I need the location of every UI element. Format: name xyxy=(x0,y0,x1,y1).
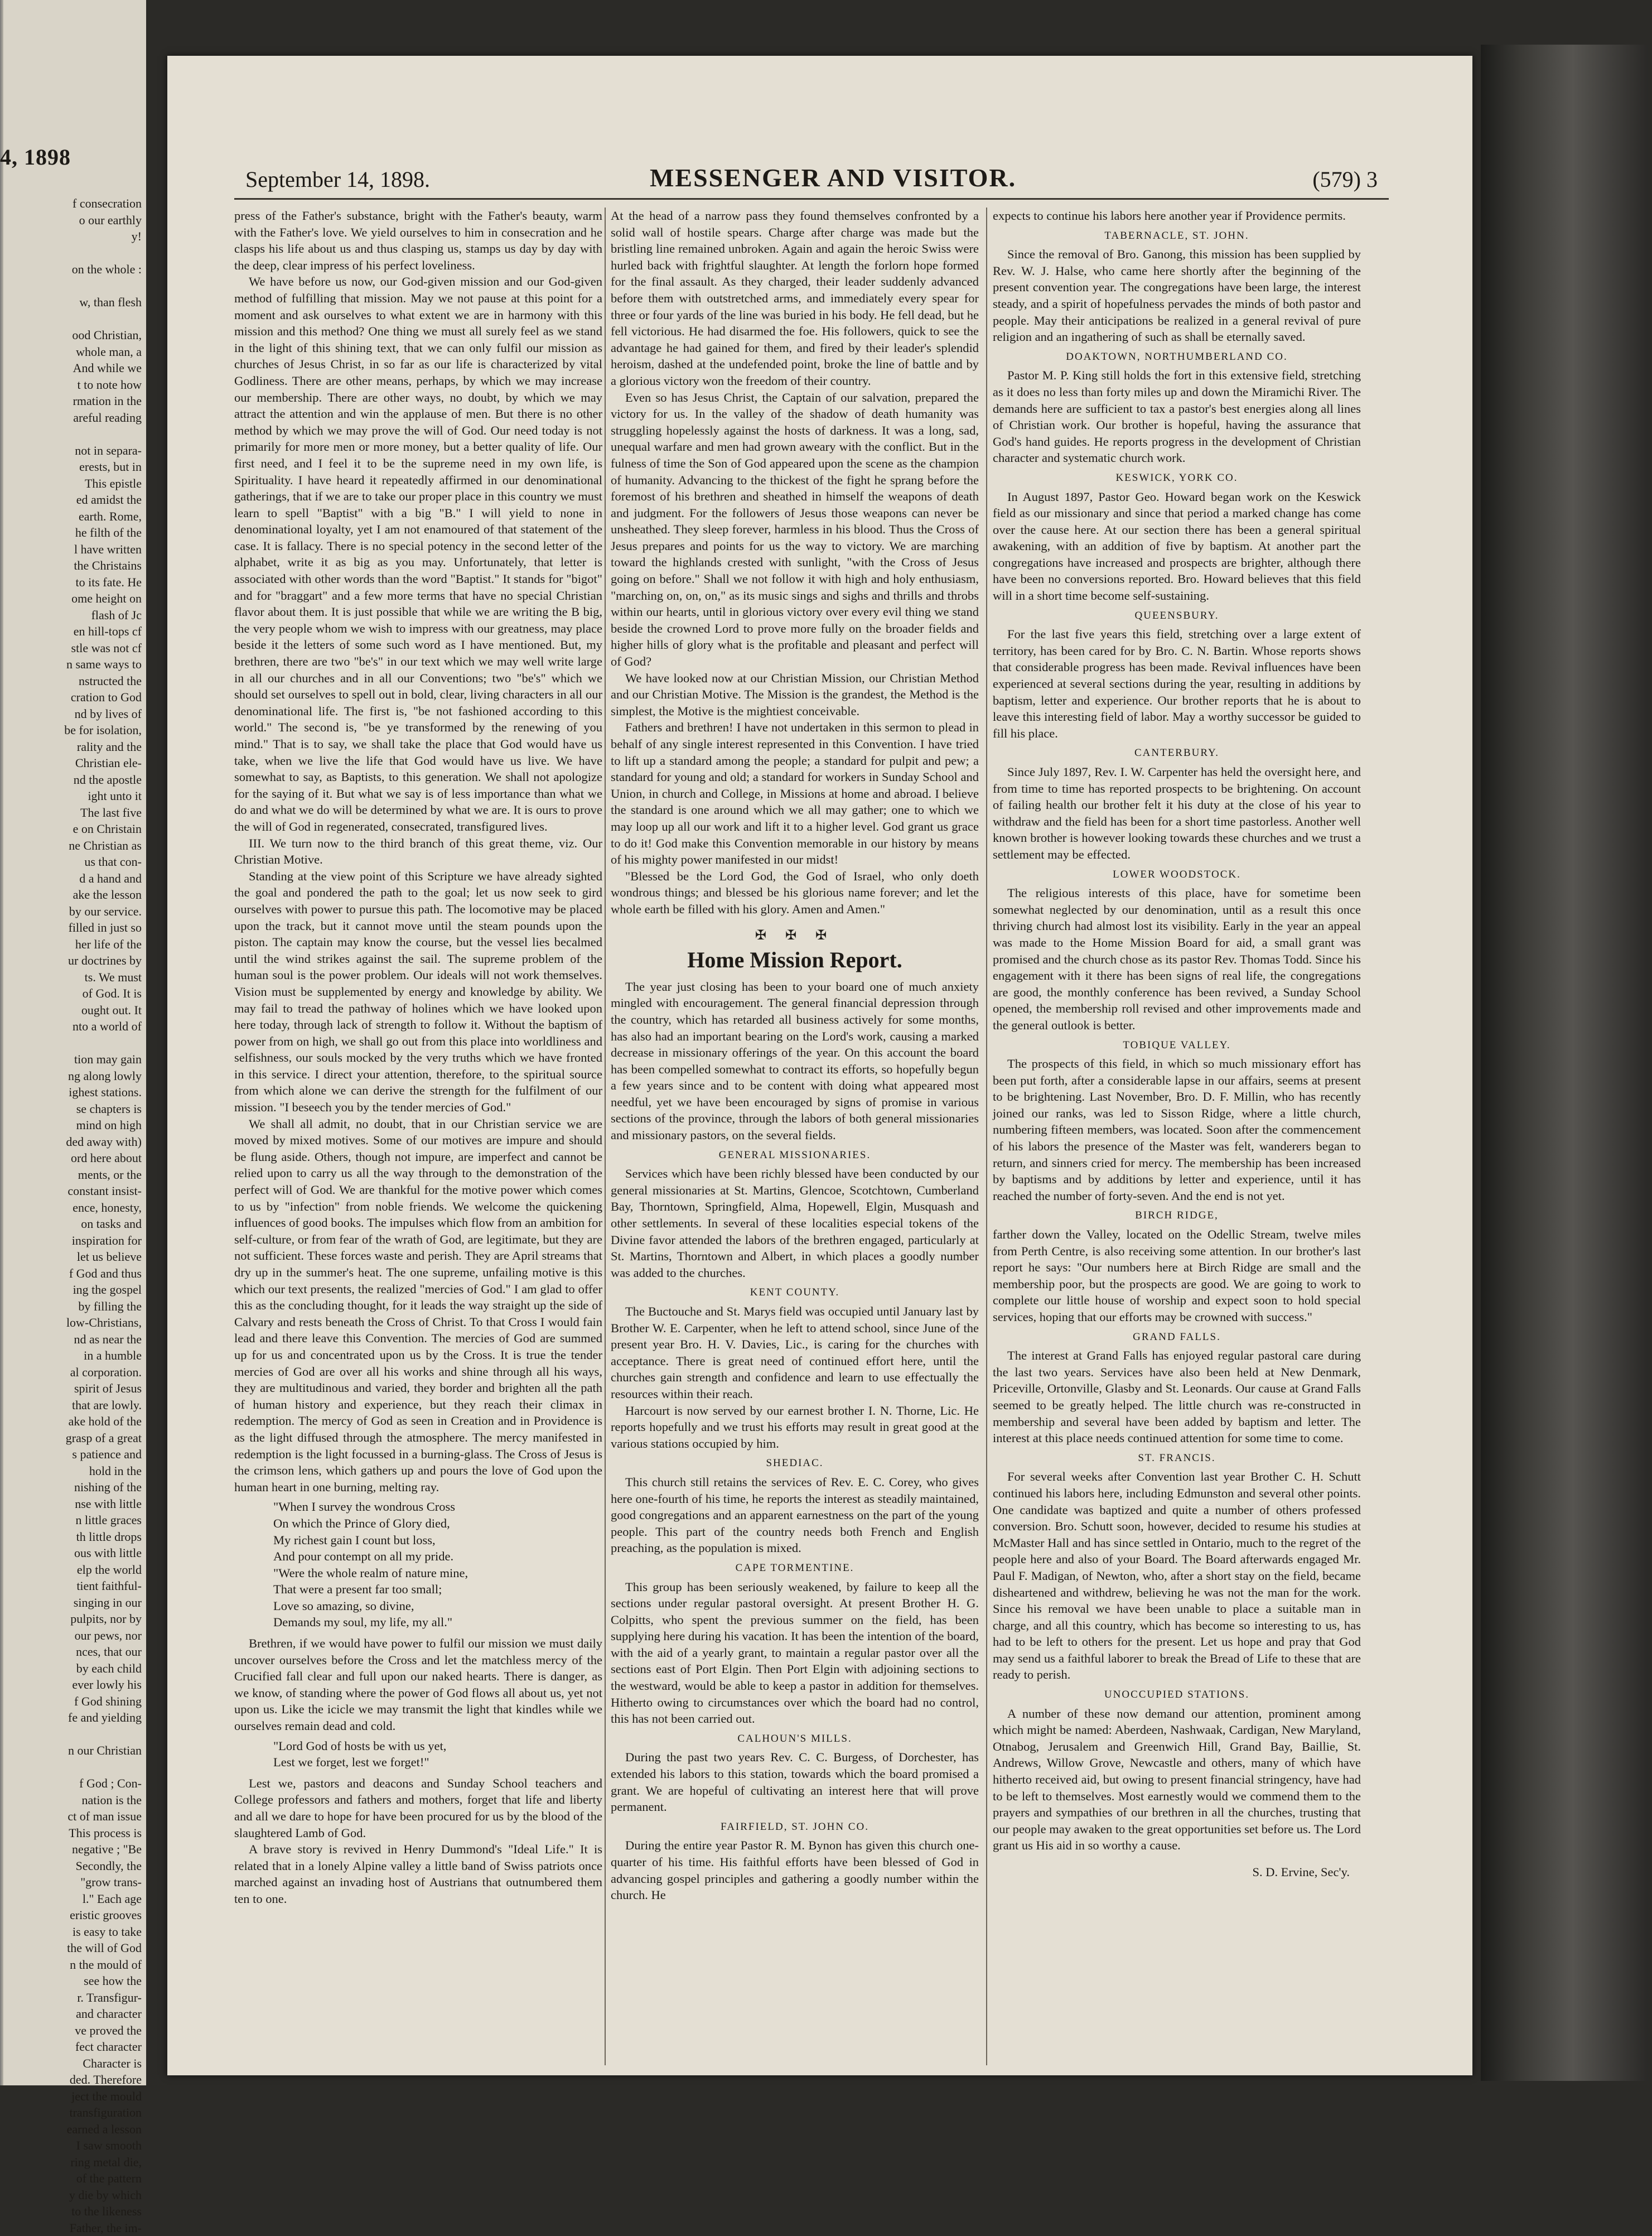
subheading: ST. FRANCIS. xyxy=(1138,1452,1216,1464)
section-title: Home Mission Report. xyxy=(687,947,902,973)
subheading: BIRCH RIDGE, xyxy=(1135,1209,1219,1222)
paragraph: The prospects of this field, in which so much missionary effort has been put forth, after a considerable lapse in our affairs, seems at present to be brightening. Last November, Bro. D. F. Millin, who has recently joined our ranks, was led to Sisson Ridge, where a little church, numbering fifteen members, was located. Soon after the commencement of his labors the presence of the Master was felt, wanderers began to return, and sinners cried for mercy. The membership has been increased by baptisms and by additions by letter and experience, until it has reached the number of forty-seven. And the end is not yet. xyxy=(993,1057,1361,1203)
subheading: CAPE TORMENTINE. xyxy=(735,1562,854,1574)
subheading: QUEENSBURY. xyxy=(1134,609,1219,621)
adjacent-page-text: f consecration o our earthly y! on the whole : w, than flesh ood Christian, whole man, a And while we t to note how rmation in the areful reading not in separa- erests, but in This epistle ed amidst the earth. Rome, he filth of the l have written the Christains to its fate. He ome height on flash of Jc en hill-tops cf stle was not cf n same ways to nstructed the cration to God nd by lives of be for isolation, rality and the Christian ele- nd the apostle ight unto it The last five e on Christain ne Christian as us that con- d a hand and ake the lesson by our service. filled in just so her life of the ur doctrines by ts. We must of God. It is ought out. It nto a world of tion may gain ng along lowly ighest stations. se chapters is mind on high ded away with) ord here about ments, or the constant insist- ence, honesty, on tasks and inspiration for let us believe f God and thus ing the gospel by filling the low-Christians, nd as near the in a humble al corporation. spirit of Jesus that are lowly. ake hold of the grasp of a great s patience and hold in the nishing of the nse with little n little graces th little drops ous with little elp the world tient faithful- singing in our pulpits, nor by our pews, nor nces, that our by each child ever lowly his f God shining fe and yielding n our Christian f God ; Con- nation is the ct of man issue This process is negative ; "Be Secondly, the "grow trans- l." Each age eristic grooves is easy to take the will of God n the mould of see how the r. Transfigur- and character ve proved the fect character Character is ded. Therefore ject the mould transfiguration earned a lesson I saw smooth ring metal die, of the pattern y die by which to the likeness Father, the im- xyxy=(64,196,142,2235)
subheading: LOWER WOODSTOCK. xyxy=(1113,868,1241,880)
paragraph: III. We turn now to the third branch of this great theme, viz. Our Christian Motive. xyxy=(234,836,602,867)
paragraph: Pastor M. P. King still holds the fort in this extensive field, stretching as it does no less than forty miles up and down the Miramichi River. The demands here are sufficient to tax a pastor's best energies along all lines of Christian work. Our brother is hopeful, having the assurance that God's hand guides. He reports progress in the development of Christian character and systematic church work. xyxy=(993,368,1361,465)
paragraph: Even so has Jesus Christ, the Captain of our salvation, prepared the victory for us. In the valley of the shadow of death humanity was struggling hopelessly against the hosts of darkness. It was a long, sad, unequal warfare and men had grown aweary with the conflict. But in the fulness of time the Son of God appeared upon the scene as the champion of humanity. Advancing to the thickest of the fight he sprang before the foremost of his brethren and sheathed in himself the weapons of death and judgment. For the followers of Jesus those weapons can never be unsheathed. They sleep forever, harmless in his blood. Thus the Cross of Jesus prepares and points for us the way to victory. We are marching toward the highlands crested with sunlight, "with the Cross of Jesus going on before." Shall we not follow it with high and holy enthusiasm, "marching on, on, on," as its music sings and sighs and thrills and throbs within our hearts, until in glorious victory over every evil thing we stand beside the crowned Lord to prove more fully on the broader fields and higher hills of glory what is the profitable and pleasant and perfect will of God? xyxy=(611,390,979,669)
paragraph: In August 1897, Pastor Geo. Howard began work on the Keswick field as our missionary and since that period a marked change has come over the cause here. At our section there has been a general spiritual awakening, with an addition of five by baptism. At another part the congregations have increased and prospects are brighter, although there have been no conversions reported. Bro. Howard believes that this field will in a short time become self-sustaining. xyxy=(993,489,1361,603)
paragraph: Services which have been richly blessed have been conducted by our general missionaries at St. Martins, Glencoe, Scotchtown, Cumberland Bay, Thorntown, Springfield, Alma, Hopewell, Elgin, Musquash and other settlements. In several of these localities especial tokens of the Divine favor attended the labors of the brethren engaged, particularly at St. Martins, Thorntown and Albert, in which places a goodly number was added to the churches. xyxy=(611,1167,979,1280)
hymn-verse: "When I survey the wondrous Cross On which the Prince of Glory died, My richest gain I count but loss, And pour contempt on all my pride. "Were the whole realm of nature mine, That were a present far too small; Love so amazing, so divine, Demands my soul, my life, my all." xyxy=(273,1500,468,1630)
subheading: KESWICK, YORK CO. xyxy=(1115,471,1238,484)
paragraph: expects to continue his labors here another year if Providence permits. xyxy=(993,209,1346,223)
column-1 xyxy=(234,208,602,2071)
book-spine xyxy=(1481,45,1648,2081)
column-3 xyxy=(993,208,1361,2071)
paragraph: At the head of a narrow pass they found themselves confronted by a solid wall of hostile spears. Charge after charge was made but the bristling line remained unbroken. Again and again the heroic Swiss were hurled back with frightful slaughter. At length the forlorn hope formed for the final assault. As they charged, their leader suddenly advanced before them with outstretched arms, and immediately every spear for three or four yards of the line was buried in his body. He fell dead, but he fell victorious. He had disarmed the foe. His followers, quick to see the advantage he had gained for them, and fired by their leader's splendid heroism, dashed at the undefended point, broke the line of battle and by a glorious victory won the freedom of their country. xyxy=(611,209,979,388)
subheading: GRAND FALLS. xyxy=(1133,1331,1221,1343)
subheading: CALHOUN'S MILLS. xyxy=(737,1732,852,1745)
paragraph: A number of these now demand our attention, prominent among which might be named: Aberdeen, Nashwaak, Cardigan, New Maryland, Otnabog, Jerusalem and Greenwich Hill, Grand Bay, Baillie, St. Andrews, Willow Grove, Newcastle and others, many of which have hitherto received aid, but owing to present financial stringency, have had to be left to themselves. Most earnestly would we commend them to the prayers and sympathies of our brethren in all the churches, trusting that our people may awaken to the great opportunities set before us. The Lord grant us His aid in so worthy a cause. xyxy=(993,1706,1361,1853)
section-ornament: ✠ ✠ ✠ xyxy=(755,928,835,943)
subheading: KENT COUNTY. xyxy=(750,1286,840,1299)
paragraph: Since July 1897, Rev. I. W. Carpenter has held the oversight here, and from time to time has reported prospects to be brightening. On account of failing health our brother felt it his duty at the close of his year to withdraw and the field has been for a short time pastorless. Another well known brother is however looking towards these churches and we trust a settlement may be effected. xyxy=(993,765,1361,861)
paragraph: We have looked now at our Christian Mission, our Christian Method and our Christian Motive. The Mission is the grandest, the Method is the simplest, the Motive is the mightiest conceivable. xyxy=(611,671,979,718)
paragraph: For several weeks after Convention last year Brother C. H. Schutt continued his labors here, including Edmunston and several other points. One candidate was baptized and quite a number of others professed conversion. Bro. Schutt soon, however, decided to resume his studies at McMaster Hall and has since settled in Ontario, much to the regret of the people here and also of your Board. The Board afterwards engaged Mr. Paul F. Madigan, of Newton, who, after a short stay on the field, became disheartened and withdrew, believing he was not the man for the work. Since his removal we have been unable to place a suitable man in charge, and all this country, which has become so interesting to us, has had to be left to others for the present. Let us hope and pray that God may send us a faithful laborer to break the Bread of Life to these that are ready to perish. xyxy=(993,1469,1361,1682)
page-number: (579) 3 xyxy=(1312,167,1378,192)
paragraph: Harcourt is now served by our earnest brother I. N. Thorne, Lic. He reports hopefully and we trust his efforts may result in great good at the various stations occupied by him. xyxy=(611,1403,979,1450)
paragraph: The year just closing has been to your board one of much anxiety mingled with encouragement. The general financial depression through the country, which has retarded all business actively for some months, has also had an important bearing on the Lord's work, causing a marked decrease in missionary offerings of the year. On this account the board has been compelled somewhat to contract its efforts, so hopefully begun a few years since and to be content with doing what appeared most needful, yet we have been encouraged by signs of promise in various sections of the province, through the labors of both general missionaries and missionary pastors, on the several fields. xyxy=(611,979,979,1143)
issue-date: September 14, 1898. xyxy=(245,167,431,192)
masthead: MESSENGER AND VISITOR. xyxy=(650,163,1017,192)
paragraph: For the last five years this field, stretching over a large extent of territory, has been cared for by Bro. C. N. Bartin. Whose reports shows that considerable progress has been made. Revival influences have been experienced at several sections during the year, resulting in additions by baptism, letter and experience. Our brother reports that he is about to leave this interesting field of labor. May a worthy successor be guided to fill his place. xyxy=(993,627,1361,740)
column-rule xyxy=(605,208,606,2065)
paragraph: We have before us now, our God-given mission and our God-given method of fulfilling that mission. May we not pause at this point for a moment and ask ourselves to what extent we are in harmony with this mission and this method? One thing we must all surely feel as we stand in the light of this shining text, that we can only fulfil our mission as churches of Jesus Christ, in so far as our life is characterized by vital Godliness. There are other means, perhaps, by which we may increase our membership. There are other ways, no doubt, by which we may attract the attention and win the applause of men. But there is no other method by which we may prove the will of God. Our need today is not primarily for more men or more money, but a better quality of life. Our first need, and I feel it to be the supreme need in my own life, is Spirituality. I have heard it repeatedly affirmed in our denominational gatherings, that if we are to take our proper place in this country we must learn to spell "Baptist" with a big "B." I will yield to none in denominational loyalty, yet I am not enamoured of that statement of the case. It is fallacy. There is no special potency in the second letter of the alphabet, write it as big as you may. Unfortunately, that letter is associated with other words than the word "Baptist." It stands for "bigot" and for "braggart" and a few more terms that have no special Christian flavor about them. It is just possible that while we are writing the B big, the very people whom we wish to impress with our greatness, may place beside it the letters of some such word as I have mentioned. But, my brethren, there are two "be's" in our text which we may well write large in all our churches and in all our Conventions; two "be's" which we should set ourselves to spell out in bold, clear, living characters in all our denominational life. The first is, "be not fashioned according to this world." The second is, "be ye transformed by the renewing of you mind." That is to say, we shall take the place that God would have us take, when we live the life that God would have us live. We have somewhat to say, as Baptists, to this generation. We shall not apologize for the saying of it. But what we say is of less importance than what we do and what we do will be determined by what we are. It is ours to prove the will of God in regenerated, consecrated, transfigured lives. xyxy=(234,274,602,833)
paragraph: The Buctouche and St. Marys field was occupied until January last by Brother W. E. Carpenter, when he left to attend school, since June of the present year Bro. H. V. Davies, Lic., is caring for the churches with acceptance. There is great need of continued effort here, until the churches gain strength and confidence and learn to use effectually the resources within their reach. xyxy=(611,1304,979,1401)
paragraph: We shall all admit, no doubt, that in our Christian service we are moved by mixed motives. Some of our motives are impure and should be flung aside. Others, though not impure, are imperfect and cannot be relied upon to carry us all the way through to the demonstration of the perfect will of God. We are thankful for the motive power which comes to us by "infection" from noble friends. We welcome the quickening influences of good books. The impulses which flow from an ambition for self-culture, or from fear of the wrath of God, are legitimate, but they are not sufficient. These forces waste and perish. They are April streams that dry up in the summer's heat. The one supreme, unfailing motive is this which our text presents, the realized "mercies of God." I am glad to offer this as the concluding thought, for it leads the way straight up the side of Calvary and rests beneath the Cross of Christ. To that Cross I would fain lead and there leave this Convention. The mercies of God are summed up for us and concentrated upon us by the Cross. It is true the tender mercies of God are over all his works and shine through all his ways, they are multitudinous and varied, they border and brighten all the path of human history and experience, but they reach their climax in redemption. The mercy of God as seen in Creation and in Providence is as the light diffused through the atmosphere. The mercy manifested in redemption is the light focussed in a burning-glass. The Cross of Jesus is the crimson lens, which gathers up and pours the love of God upon the human heart in one burning, melting ray. xyxy=(234,1116,602,1494)
subheading: SHEDIAC. xyxy=(766,1457,824,1469)
signature: S. D. Ervine, Sec'y. xyxy=(1252,1865,1350,1879)
adjacent-page-strip xyxy=(0,0,146,2235)
adjacent-page-date: 4, 1898 xyxy=(0,144,71,170)
paragraph: Lest we, pastors and deacons and Sunday School teachers and College professors and fathers and mothers, forget that life and liberty and all we dare to hope for have been procured for us by the blood of the slaughtered Lamb of God. xyxy=(234,1776,602,1840)
column-rule xyxy=(986,208,987,2065)
paragraph: Standing at the view point of this Scripture we have already sighted the goal and pondered the path to the goal; let us now seek to gird ourselves with power to pursue this path. The locomotive may be placed upon the track, but it cannot move until the steam pounds upon the piston. The captain may know the course, but the vessel lies becalmed until the wind strikes against the sail. The supreme problem of the human soul is the power problem. Our ideals will not work themselves. Vision must be supplemented by energy and knowledge by ability. We may fail to tread the pathway of holines which we have looked upon here today, through lack of strength to follow it. Without the baptism of power from on high, we shall go out from this place into worldliness and selfishness, our souls mocked by the very truths which we have fronted in this service. I direct your attention, therefore, to the spiritual source from which alone we can derive the strength for the fulfilment of our mission. "I beseech you by the tender mercies of God." xyxy=(234,869,602,1115)
hymn-verse: "Lord God of hosts be with us yet, Lest we forget, lest we forget!" xyxy=(273,1738,447,1770)
subheading: FAIRFIELD, ST. JOHN CO. xyxy=(721,1820,869,1833)
paragraph: farther down the Valley, located on the Odellic Stream, twelve miles from Perth Centre, is also receiving some attention. In our brother's last report he says: "Our numbers here at Birch Ridge are small and the membership poor, but the prospects are good. We are going to work to complete our little house of worship and expect soon to hold special services, hoping that our efforts may be crowned with success." xyxy=(993,1227,1361,1324)
subheading: TABERNACLE, ST. JOHN. xyxy=(1104,229,1249,242)
paragraph: press of the Father's substance, bright with the Father's beauty, warm with the Father's love. We yield ourselves to him in consecration and he clasps his life about us and thus clasping us, stamps us day by day with the deep, clear impress of his perfect loveliness. xyxy=(234,209,602,272)
subheading: CANTERBURY. xyxy=(1134,747,1220,759)
subheading: TOBIQUE VALLEY. xyxy=(1123,1039,1231,1051)
paragraph: During the entire year Pastor R. M. Bynon has given this church one-quarter of his time. His faithful efforts have been blessed of God in advancing gospel principles and gathering a goodly number within the church. He xyxy=(611,1838,979,1902)
paragraph: Brethren, if we would have power to fulfil our mission we must daily uncover ourselves before the Cross and let the matchless mercy of the Crucified fall clear and full upon our naked hearts. There is danger, as we know, of standing where the power of God flows all about us, yet not upon us. Like the icicle we may transmit the light that kindles while we ourselves remain dead and cold. xyxy=(234,1636,602,1733)
paragraph: Fathers and brethren! I have not undertaken in this sermon to plead in behalf of any single interest represented in this Convention. I have tried to lift up a standard among the people; a standard for pulpit and pew; a standard for young and old; a standard for workers in Sunday School and Union, in church and College, in Missions at home and abroad. I believe the standard is one around which we all may gather; one to which we may loop up all our work and lift it to a higher level. God grant us grace to do it! God make this Convention memorable in our history by means of his mighty power manifested in our midst! xyxy=(611,720,979,867)
page-header xyxy=(245,162,1378,195)
paragraph: A brave story is revived in Henry Dummond's "Ideal Life." It is related that in a lonely Alpine valley a little band of Swiss patriots once marched against an invading host of Austrians that outnumbered them ten to one. xyxy=(234,1842,602,1906)
paragraph: This church still retains the services of Rev. E. C. Corey, who gives here one-fourth of his time, he reports the interest as steadily maintained, good congregations and an apparent earnestness on the part of the young people. This part of the country needs both French and English preaching, as the population is mixed. xyxy=(611,1474,979,1555)
subheading: DOAKTOWN, NORTHUMBERLAND CO. xyxy=(1066,350,1288,363)
paragraph: The religious interests of this place, have for sometime been somewhat neglected by our denomination, until as a result this once thriving church had almost lost its visibility. Early in the year an appeal was made to the Home Mission Board for aid, a small grant was promised and the church chose as its pastor Rev. Thomas Todd. Since his engagement with it there has been signs of real life, the congregations are good, the monthly conference has been revived, a Sunday School opened, the membership roll revised and other improvements made and the general outlook is better. xyxy=(993,886,1361,1032)
subheading: UNOCCUPIED STATIONS. xyxy=(1104,1689,1250,1701)
column-2 xyxy=(611,208,979,2071)
paragraph: During the past two years Rev. C. C. Burgess, of Dorchester, has extended his labors to this station, towards which the board promised a grant. We are hopeful of cultivating an interest here that will prove permanent. xyxy=(611,1750,979,1814)
subheading: GENERAL MISSIONARIES. xyxy=(718,1149,871,1161)
paragraph: Since the removal of Bro. Ganong, this mission has been supplied by Rev. W. J. Halse, who came here shortly after the beginning of the present convention year. The congregations have been large, the interest steady, and a spirit of hopefulness pervades the minds of both pastor and people. May their anticipations be realized in a general revival of pure religion and an ingathering of such as shall be eternally saved. xyxy=(993,247,1361,344)
header-rule xyxy=(234,198,1389,200)
paragraph: This group has been seriously weakened, by failure to keep all the sections under regular pastoral oversight. At present Brother H. G. Colpitts, who spent the previous summer on the field, has been supplying here during his vacation. It has been the intention of the board, with the aid of a yearly grant, to maintain a regular pastor over all the sections east of Port Elgin. Then Port Elgin with adjoining sections to the westward, would be able to keep a pastor in addition for themselves. Hitherto owing to circumstances over which the board had no control, this has not been carried out. xyxy=(611,1579,979,1726)
paragraph: "Blessed be the Lord God, the God of Israel, who only doeth wondrous things; and blessed be his glorious name forever; and let the whole earth be filled with his glory. Amen and Amen." xyxy=(611,869,979,916)
paragraph: The interest at Grand Falls has enjoyed regular pastoral care during the last two years. Services have also been held at New Denmark, Priceville, Ortonville, Glasby and St. Leonards. Our cause at Grand Falls seemed to be greatly helped. The little church was re-constructed in membership and several have been added by baptism and letter. The interest at this place needs continued attention for some time to come. xyxy=(993,1348,1361,1445)
